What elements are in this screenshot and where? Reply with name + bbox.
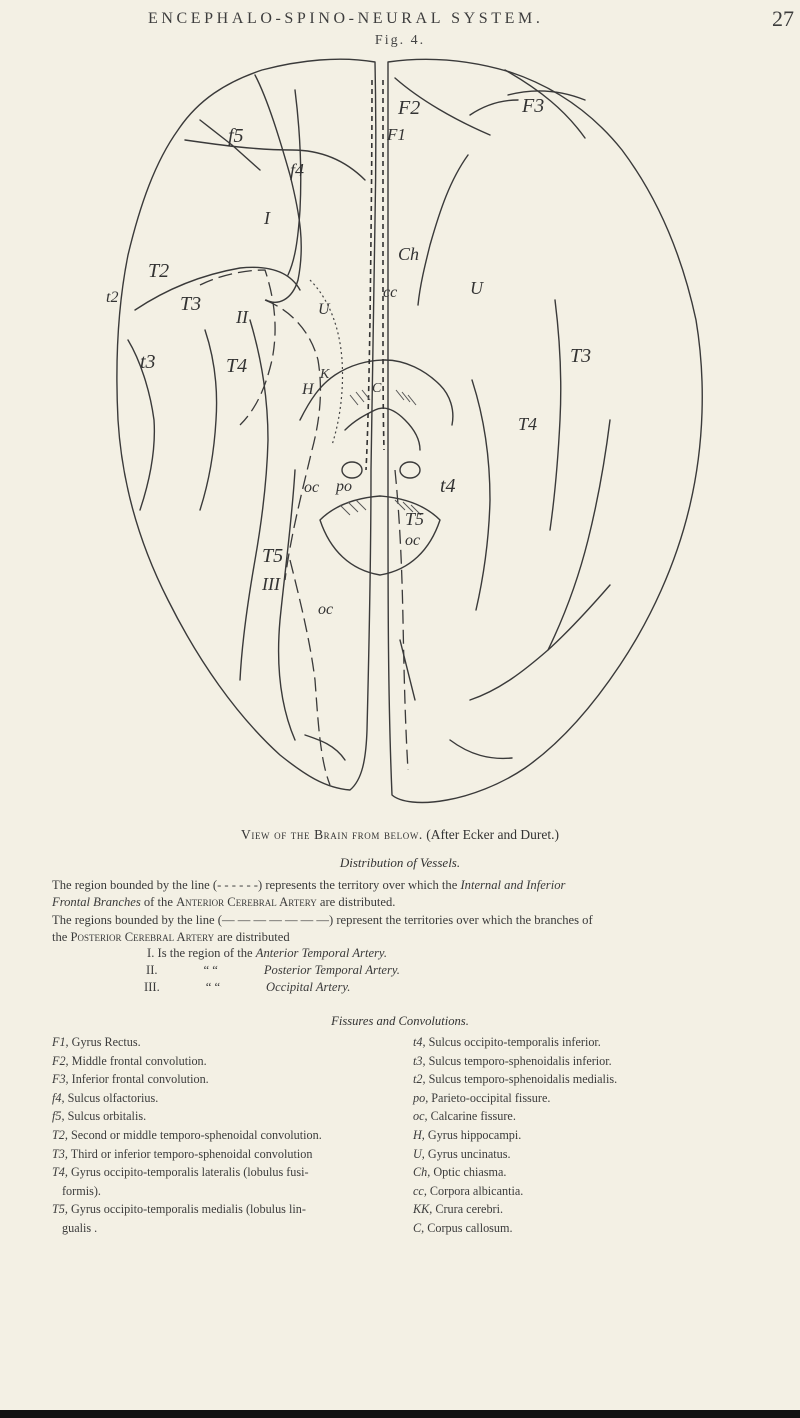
region-item-II	[146, 963, 400, 978]
para1-end: are distributed.	[316, 895, 396, 909]
legend-right-column	[413, 1033, 773, 1238]
label-T4-right: T4	[518, 414, 538, 434]
label-C: C	[372, 381, 382, 396]
right-orbital-sulcus	[470, 100, 518, 115]
right-t3-t4-sulcus	[550, 300, 561, 530]
left-calcarine	[305, 735, 345, 760]
shading-line	[408, 395, 416, 405]
region-numeral: II.	[146, 963, 158, 977]
shading-line	[340, 505, 350, 515]
region-artery: Anterior Temporal Artery.	[255, 946, 387, 960]
caption-source: (After Ecker and Duret.)	[426, 827, 559, 842]
posterior-artery-region-II	[265, 300, 320, 580]
figure-label: Fig. 4.	[374, 33, 426, 48]
para2-end: are distributed	[214, 930, 290, 944]
legend-item: T5, Gyrus occipito-temporalis medialis (lobulus lin-	[52, 1202, 306, 1217]
label-Ch: Ch	[398, 244, 420, 264]
legend-item: t4, Sulcus occipito-temporalis inferior.	[413, 1035, 601, 1049]
posterior-artery-region-I	[200, 270, 275, 425]
para1-of: of the	[140, 895, 177, 909]
label-U-right: U	[470, 278, 483, 298]
para1-artery: Anterior Cerebral Artery	[176, 895, 317, 909]
shading-line	[395, 500, 405, 510]
region-text: “ “	[203, 963, 218, 977]
region-text: “ “	[205, 980, 221, 994]
running-title: ENCEPHALO-SPINO-NEURAL SYSTEM.	[148, 10, 544, 27]
label-t2: t2	[106, 289, 119, 306]
legend-item: U, Gyrus uncinatus.	[413, 1146, 511, 1161]
para1-frontal: Frontal Branches	[52, 895, 141, 909]
label-oc-bottom: oc	[318, 601, 334, 618]
posterior-artery-paragraph	[52, 912, 772, 946]
label-po: po	[336, 478, 352, 495]
right-lower-curve	[470, 585, 610, 700]
label-F1: F1	[387, 125, 406, 144]
label-T4-left: T4	[226, 355, 248, 377]
label-region-II: II	[236, 307, 248, 327]
right-calcarine	[400, 640, 415, 700]
legend-item: C, Corpus callosum.	[413, 1220, 513, 1235]
legend-item: F1, Gyrus Rectus.	[52, 1035, 141, 1049]
label-region-I: I	[264, 208, 270, 228]
legend-item: oc, Calcarine fissure.	[413, 1109, 516, 1124]
legend-item: F3, Inferior frontal convolution.	[52, 1072, 209, 1087]
label-T3-left: T3	[180, 293, 202, 315]
crura-cerebri	[320, 496, 440, 575]
fissures-heading: Fissures and Convolutions.	[331, 1014, 469, 1028]
right-temporal-curve	[472, 380, 490, 610]
right-lower-inner	[450, 740, 512, 758]
legend-item: T3, Third or inferior temporo-sphenoidal convolution	[52, 1146, 313, 1161]
central-right-region	[385, 360, 453, 425]
legend-item: F2, Middle frontal convolution.	[52, 1053, 207, 1068]
legend-item: t3, Sulcus temporo-sphenoidalis inferior.	[413, 1053, 612, 1068]
legend-item: Ch, Optic chiasma.	[413, 1165, 507, 1180]
right-hemisphere-outline	[388, 59, 702, 802]
region-item-III	[144, 980, 350, 995]
figure-caption	[0, 827, 800, 843]
region-text: Is the region of the	[157, 946, 256, 960]
legend-item-continued: gualis .	[62, 1220, 98, 1235]
shading-line	[402, 392, 410, 402]
region-numeral: I.	[147, 946, 155, 960]
label-K: K	[320, 367, 330, 382]
para2-artery: Posterior Cerebral Artery	[70, 930, 215, 944]
label-F2: F2	[398, 97, 421, 119]
legend-item-continued: formis).	[62, 1183, 101, 1198]
para2-text: The regions bounded by the line (— — — — — — —) represent the territories over which the branches of	[52, 913, 593, 927]
posterior-artery-region-III	[290, 560, 330, 785]
legend-item: H, Gyrus hippocampi.	[413, 1127, 522, 1142]
corpora-albicantia-left	[342, 462, 362, 478]
left-t3-sulcus	[200, 330, 217, 510]
shading-line	[350, 395, 358, 405]
label-oc-right: oc	[405, 532, 421, 549]
shading-line	[396, 390, 404, 400]
legend-item: f5, Sulcus orbitalis.	[52, 1109, 147, 1124]
right-inner-curve	[418, 155, 468, 305]
label-t4: t4	[440, 475, 456, 497]
anterior-artery-paragraph	[52, 877, 772, 911]
distribution-heading: Distribution of Vessels.	[339, 855, 461, 870]
para1-text: The region bounded by the line (- - - - - -) represents the territory over which the	[52, 878, 461, 892]
region-item-I	[147, 946, 387, 961]
anterior-artery-territory-line-right	[383, 80, 384, 450]
label-T2: T2	[148, 260, 170, 282]
left-hemisphere-outline	[117, 59, 376, 790]
label-f4: f4	[290, 160, 305, 180]
region-artery: Occipital Artery.	[266, 980, 351, 994]
scan-edge-bar	[0, 1410, 800, 1418]
page-number: 27	[772, 6, 794, 31]
left-t5-boundary	[279, 470, 295, 740]
shading-line	[356, 392, 364, 402]
label-F3: F3	[522, 95, 545, 117]
label-cc: cc	[383, 284, 398, 301]
label-T3-right: T3	[570, 345, 592, 367]
label-H: H	[302, 381, 314, 398]
para1-internal: Internal and Inferior	[460, 878, 566, 892]
legend-item: KK, Crura cerebri.	[413, 1202, 504, 1217]
region-artery: Posterior Temporal Artery.	[263, 963, 400, 977]
para2-the: the	[52, 930, 71, 944]
shading-line	[356, 500, 366, 510]
label-T5-right: T5	[405, 509, 425, 529]
frontal-boundary-left	[185, 140, 365, 180]
label-f5: f5	[228, 125, 244, 147]
label-U-left: U	[318, 301, 330, 318]
legend-item: T4, Gyrus occipito-temporalis lateralis (lobulus fusi-	[52, 1165, 309, 1180]
corpora-albicantia-right	[400, 462, 420, 478]
legend-item: cc, Corpora albicantia.	[413, 1183, 524, 1198]
label-oc-top: oc	[304, 479, 320, 496]
legend-left-column	[52, 1033, 382, 1238]
olfactory-sulcus	[288, 90, 301, 275]
shading-line	[348, 502, 358, 512]
legend-item: T2, Second or middle temporo-sphenoidal convolution.	[52, 1127, 322, 1142]
caption-title: View of the Brain from below.	[241, 827, 423, 842]
label-t3: t3	[140, 351, 156, 373]
legend-item: f4, Sulcus olfactorius.	[52, 1090, 159, 1105]
region-numeral: III.	[144, 980, 160, 994]
legend-item: t2, Sulcus temporo-sphenoidalis medialis.	[413, 1072, 618, 1087]
optic-chiasma	[345, 408, 420, 450]
shading-line	[362, 390, 370, 400]
label-T5-left: T5	[262, 545, 284, 567]
label-region-III: III	[262, 574, 280, 594]
right-f3-sulcus	[508, 91, 585, 100]
legend-item: po, Parieto-occipital fissure.	[413, 1090, 551, 1105]
